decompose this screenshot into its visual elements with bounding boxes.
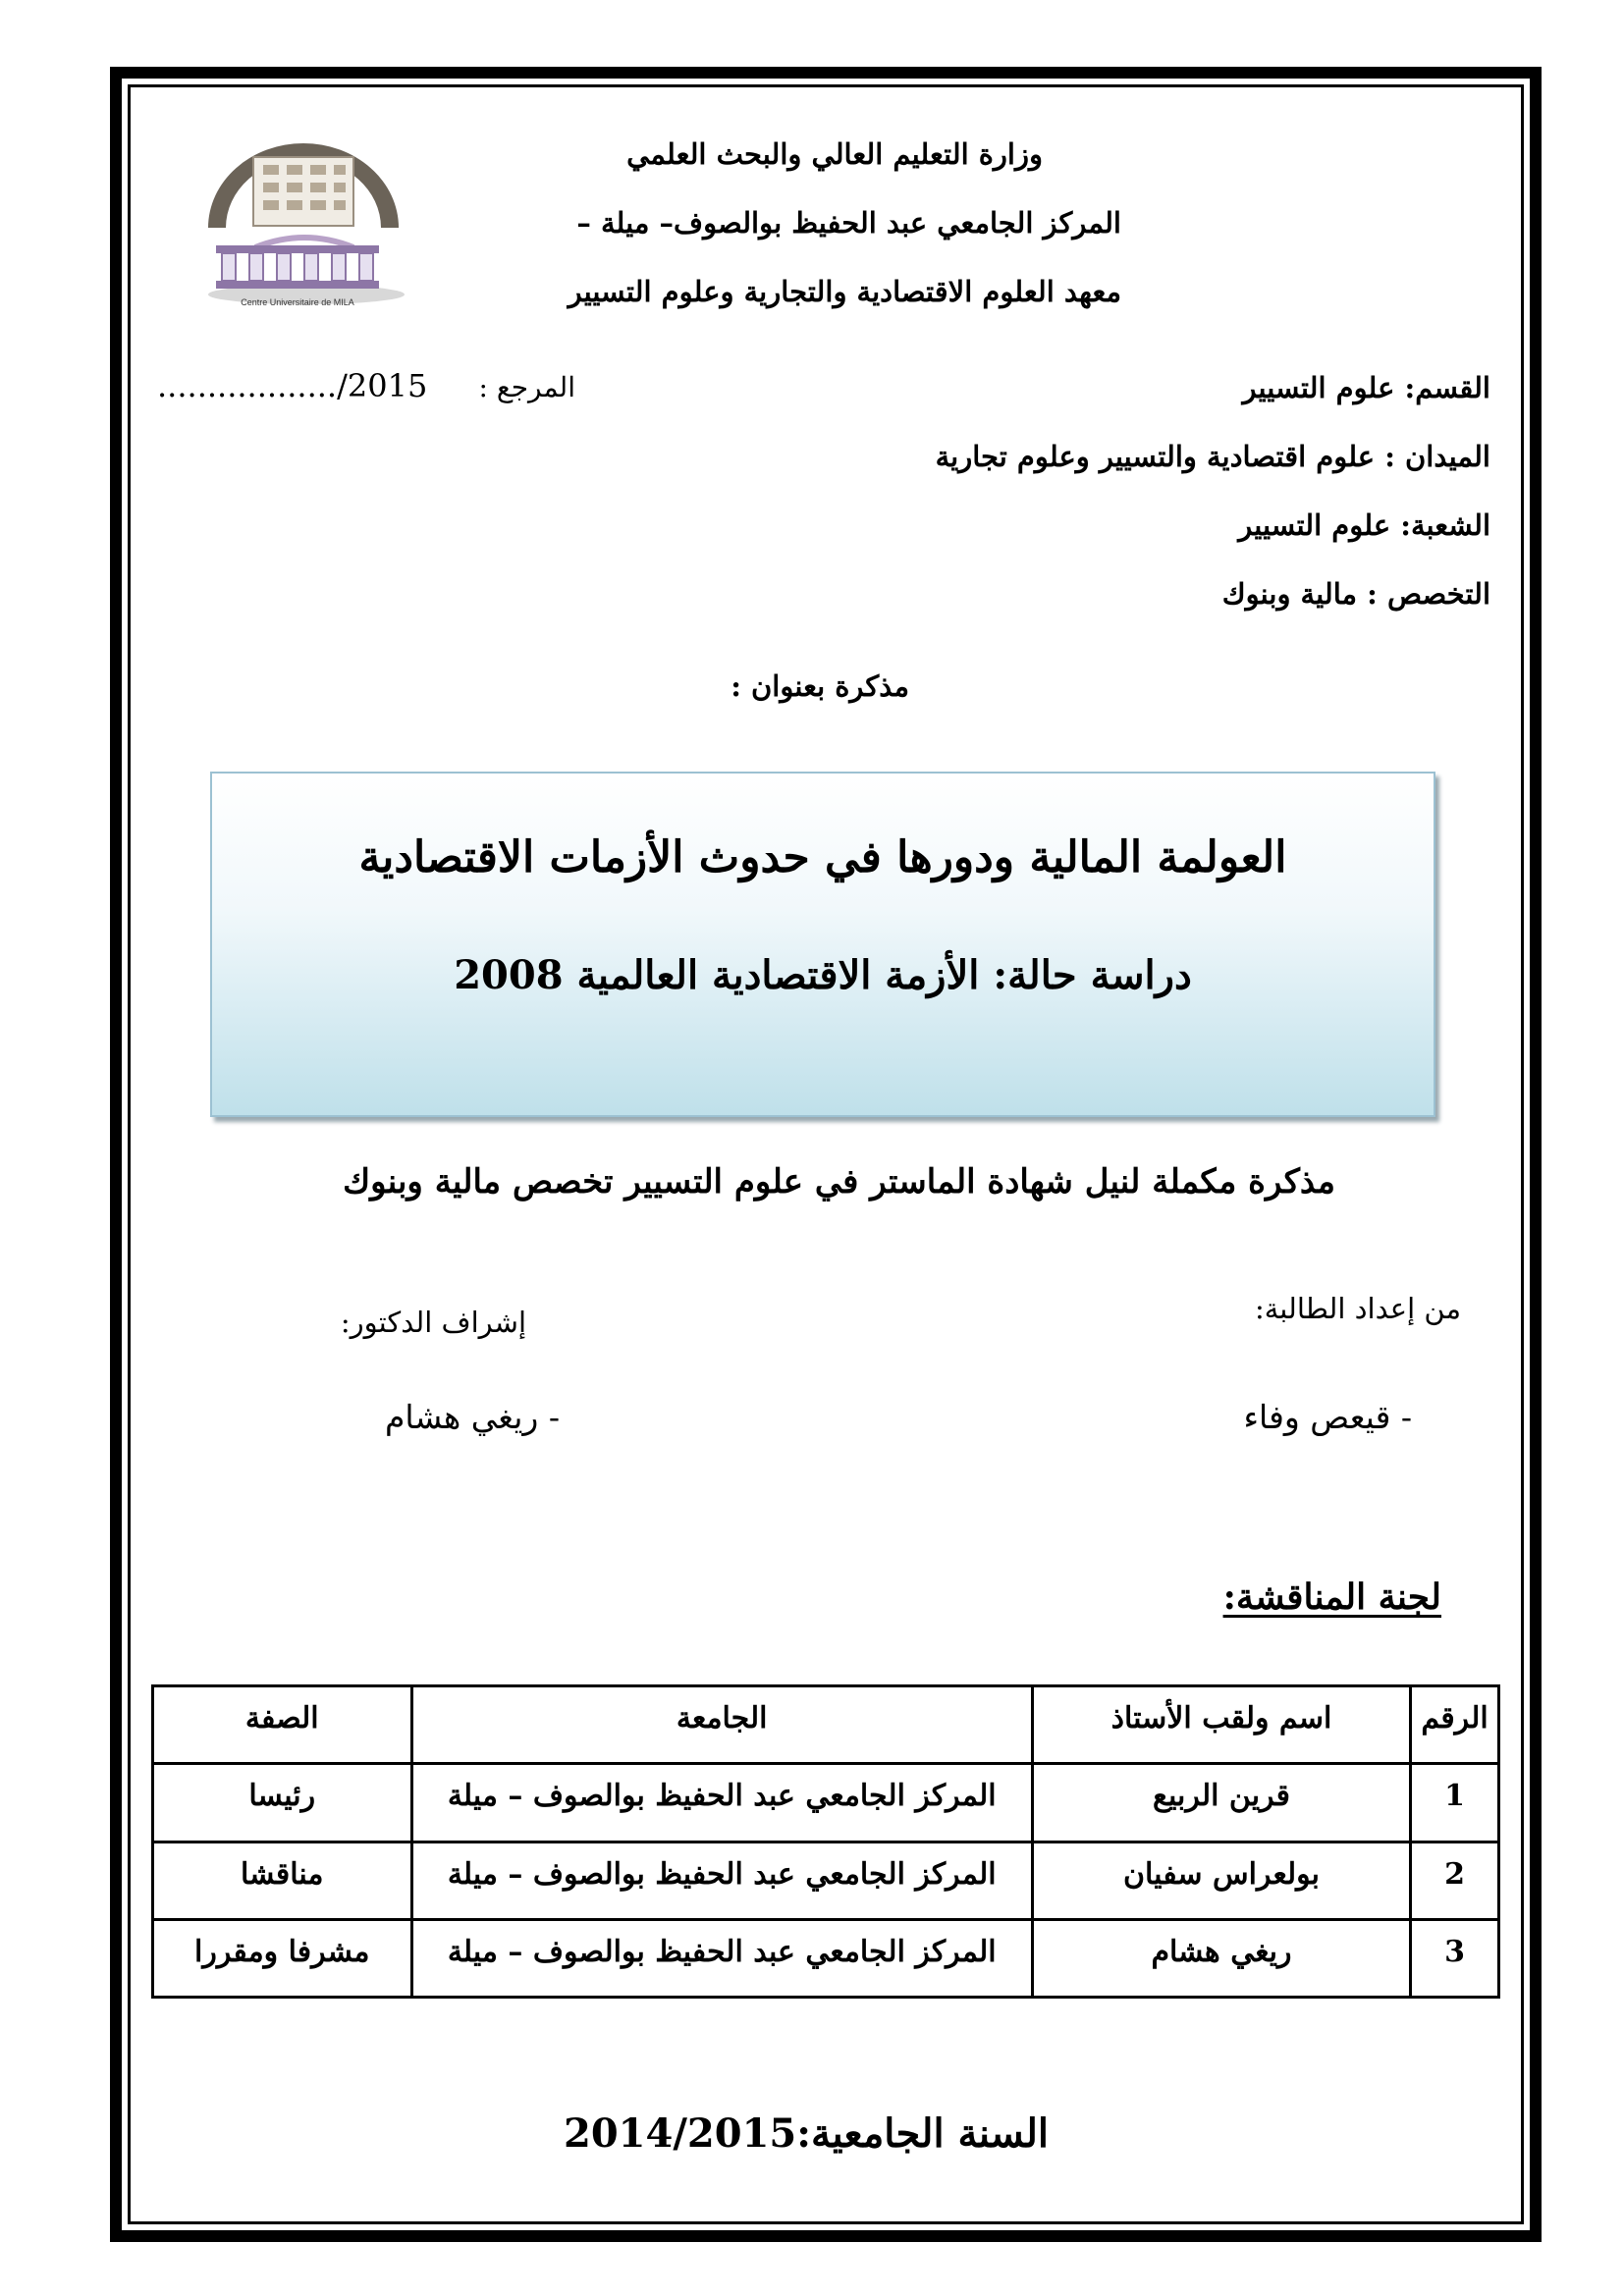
reference-value: ................../2015 (157, 367, 428, 404)
header-professor-name: اسم ولقب الأستاذ (1032, 1686, 1410, 1764)
department-line: القسم: علوم التسيير (1242, 371, 1490, 404)
header-number: الرقم (1411, 1686, 1499, 1764)
row-professor-name: بولعراس سفيان (1032, 1842, 1410, 1919)
row-university: المركز الجامعي عبد الحفيظ بوالصوف – ميلة (411, 1764, 1032, 1842)
memo-label: مذكرة بعنوان : (731, 669, 909, 703)
university-name: المركز الجامعي عبد الحفيظ بوالصوف– ميلة – (576, 206, 1121, 240)
row-professor-name: قرين الربيع (1032, 1764, 1410, 1842)
row-professor-name: ريغي هشام (1032, 1919, 1410, 1997)
degree-statement: مذكرة مكملة لنيل شهادة الماستر في علوم التسيير تخصص مالية وبنوك (343, 1162, 1335, 1201)
row-role: مناقشا (153, 1842, 412, 1919)
row-role: رئيسا (153, 1764, 412, 1842)
row-university: المركز الجامعي عبد الحفيظ بوالصوف – ميلة (411, 1842, 1032, 1919)
committee-table (151, 1684, 1500, 1999)
table-header-row (153, 1686, 1499, 1764)
thesis-title: العولمة المالية ودورها في حدوث الأزمات الاقتصادية (358, 832, 1287, 882)
table-row (153, 1764, 1499, 1842)
row-number: 3 (1411, 1919, 1499, 1997)
committee-heading: لجنة المناقشة: (1222, 1576, 1441, 1618)
specialty-line: التخصص : مالية وبنوك (1221, 577, 1490, 611)
table-row (153, 1919, 1499, 1997)
supervisor-label: إشراف الدكتور: (340, 1306, 526, 1339)
title-box (210, 772, 1435, 1117)
institute-name: معهد العلوم الاقتصادية والتجارية وعلوم التسيير (568, 275, 1121, 308)
student-label: من إعداد الطالبة: (1254, 1292, 1461, 1325)
university-logo (196, 137, 410, 309)
row-number: 2 (1411, 1842, 1499, 1919)
branch-line: الشعبة: علوم التسيير (1238, 508, 1490, 542)
reference-label: المرجع : (478, 371, 575, 403)
academic-year: السنة الجامعية:2014/2015 (563, 2110, 1049, 2157)
supervisor-name: - ريغي هشام (384, 1398, 560, 1436)
row-number: 1 (1411, 1764, 1499, 1842)
row-university: المركز الجامعي عبد الحفيظ بوالصوف – ميلة (411, 1919, 1032, 1997)
row-role: مشرفا ومقررا (153, 1919, 412, 1997)
header-university: الجامعة (411, 1686, 1032, 1764)
logo-caption: Centre Universitaire de MILA (241, 297, 354, 307)
thesis-subtitle: دراسة حالة: الأزمة الاقتصادية العالمية 2008 (454, 952, 1192, 998)
table-row (153, 1842, 1499, 1919)
student-name: - قيعص وفاء (1243, 1398, 1412, 1436)
header-role: الصفة (153, 1686, 412, 1764)
ministry-name: وزارة التعليم العالي والبحث العلمي (626, 137, 1043, 171)
field-line: الميدان : علوم اقتصادية والتسيير وعلوم تجارية (935, 440, 1490, 473)
